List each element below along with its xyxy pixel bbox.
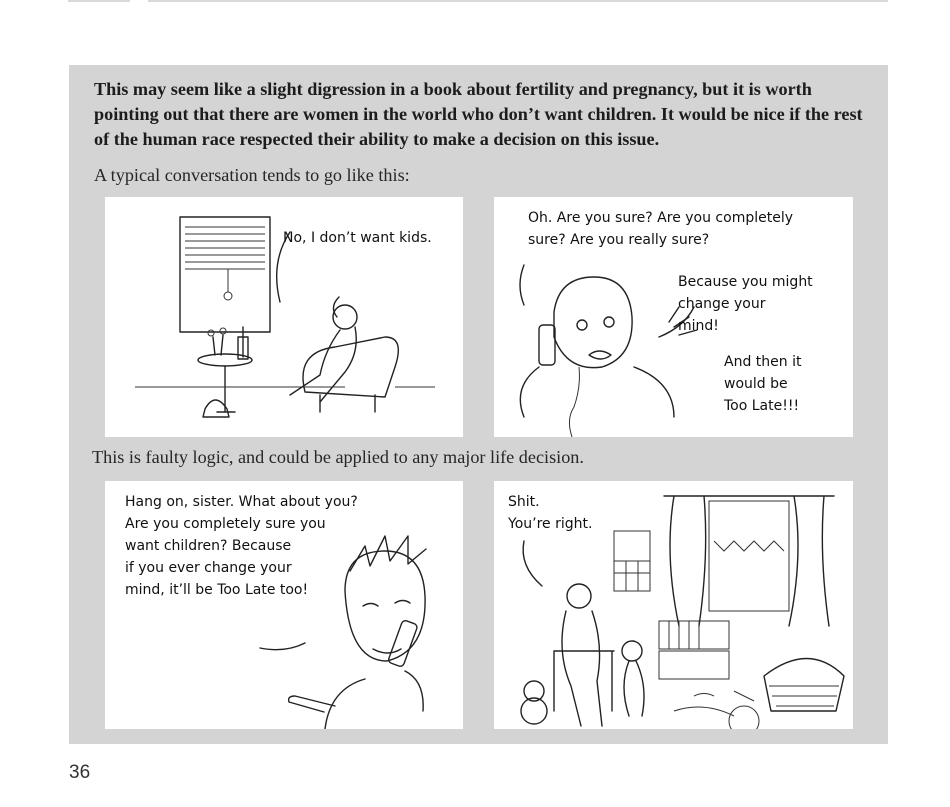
header-rule-right (148, 0, 888, 2)
page-number: 36 (69, 762, 91, 783)
intro-paragraph: This may seem like a slight digression in a book about fertility and pregnancy, but it is worth pointing out that there are women in the world who don’t want children. It would be nice if the rest of the human race respected their ability to make a decision on this issue. (94, 79, 863, 149)
speech-bubble: Because you might change your mind! (678, 274, 813, 334)
speech-bubble: No, I don’t want kids. (283, 230, 432, 246)
comic-panel-4 (494, 481, 853, 729)
speech-bubble: And then it would be Too Late!!! (724, 354, 802, 414)
middle-sentence: This is faulty logic, and could be applied to any major life decision. (92, 447, 584, 467)
comic-panel-2 (494, 197, 853, 437)
lead-sentence: A typical conversation tends to go like this: (94, 165, 410, 185)
speech-bubble: Oh. Are you sure? Are you completely sure? Are you really sure? (528, 210, 793, 248)
comic-panel-1 (105, 197, 463, 437)
speech-bubble: Hang on, sister. What about you? Are you completely sure you want children? Because if you ever change your mind, it’ll be Too Late too! (125, 494, 358, 598)
speech-bubble: Shit. You’re right. (508, 494, 593, 532)
header-rule-left (68, 0, 130, 2)
callout-box (69, 65, 888, 744)
comic-panel-3 (105, 481, 463, 729)
